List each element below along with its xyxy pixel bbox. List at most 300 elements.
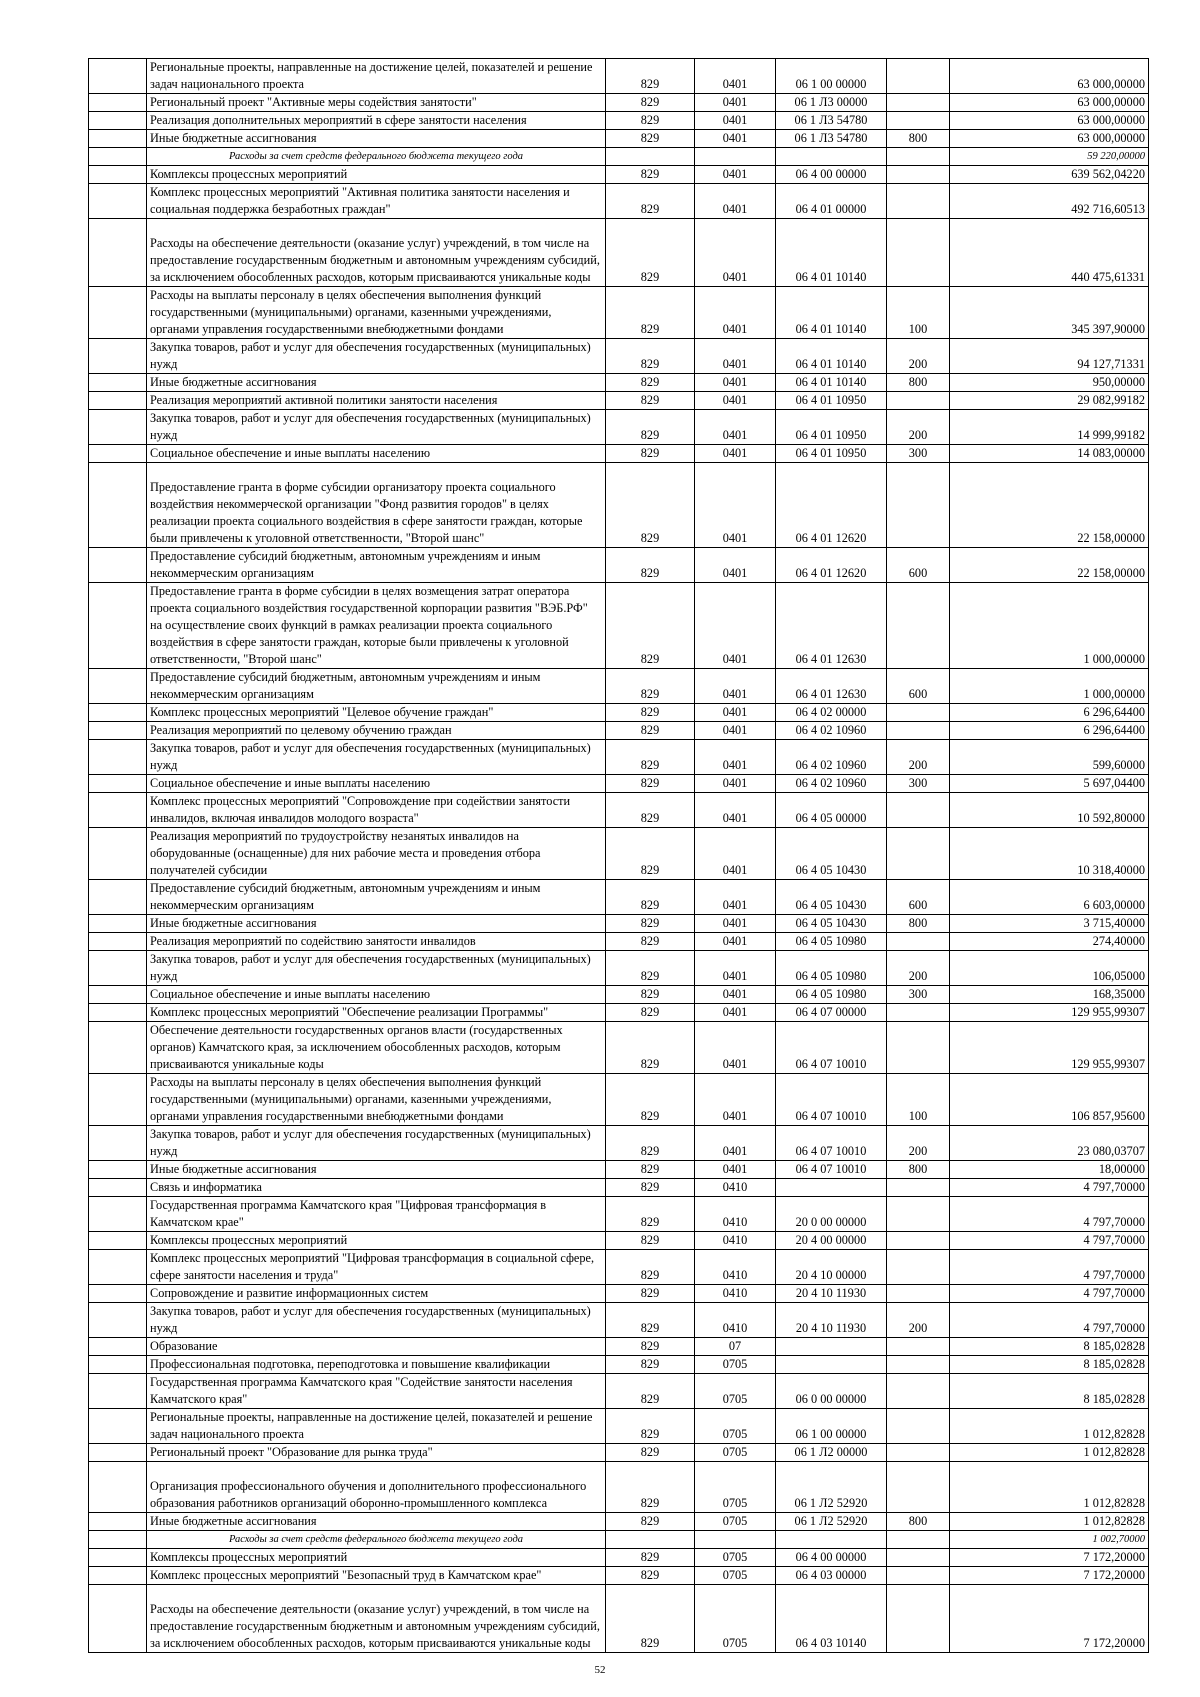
expense-type-cell (887, 1197, 950, 1232)
amount-cell: 63 000,00000 (950, 112, 1149, 130)
amount-cell: 7 172,20000 (950, 1567, 1149, 1585)
grbs-code-cell: 829 (606, 704, 695, 722)
amount-cell: 5 697,04400 (950, 775, 1149, 793)
margin-cell (89, 1444, 147, 1462)
expense-type-cell (887, 1462, 950, 1513)
table-row (89, 287, 1149, 339)
table-row (89, 463, 1149, 548)
amount-cell: 22 158,00000 (950, 548, 1149, 583)
expense-type-cell (887, 828, 950, 880)
amount-cell: 950,00000 (950, 374, 1149, 392)
grbs-code-cell: 829 (606, 287, 695, 339)
table-row (89, 1567, 1149, 1585)
item-name-cell: Государственная программа Камчатского края "Содействие занятости населения Камчатского края" (147, 1374, 606, 1409)
table-row (89, 219, 1149, 287)
item-name-cell: Закупка товаров, работ и услуг для обеспечения государственных (муниципальных) нужд (147, 410, 606, 445)
grbs-code-cell (606, 148, 695, 166)
amount-cell: 59 220,00000 (950, 148, 1149, 166)
table-row (89, 669, 1149, 704)
grbs-code-cell: 829 (606, 1513, 695, 1531)
amount-cell: 168,35000 (950, 986, 1149, 1004)
table-row (89, 828, 1149, 880)
grbs-code-cell: 829 (606, 112, 695, 130)
table-row (89, 722, 1149, 740)
item-name-cell: Реализация мероприятий активной политики занятости населения (147, 392, 606, 410)
target-article-cell: 06 1 Л2 52920 (776, 1462, 887, 1513)
margin-cell (89, 986, 147, 1004)
amount-cell: 8 185,02828 (950, 1338, 1149, 1356)
table-row (89, 1004, 1149, 1022)
table-row (89, 1444, 1149, 1462)
section-code-cell: 0705 (695, 1567, 776, 1585)
margin-cell (89, 951, 147, 986)
section-code-cell: 0401 (695, 94, 776, 112)
margin-cell (89, 1585, 147, 1653)
expense-type-cell (887, 722, 950, 740)
amount-cell: 4 797,70000 (950, 1250, 1149, 1285)
section-code-cell: 0705 (695, 1444, 776, 1462)
target-article-cell: 06 4 07 10010 (776, 1126, 887, 1161)
section-code-cell: 0401 (695, 166, 776, 184)
margin-cell (89, 148, 147, 166)
expense-type-cell (887, 1549, 950, 1567)
target-article-cell: 06 4 05 10980 (776, 933, 887, 951)
grbs-code-cell: 829 (606, 94, 695, 112)
target-article-cell: 20 4 10 11930 (776, 1285, 887, 1303)
table-row (89, 374, 1149, 392)
item-name-cell: Расходы на выплаты персоналу в целях обеспечения выполнения функций государственными (муниципальными) органами, казенными учреждениями, органами управления государственными внебюджетными фондами (147, 1074, 606, 1126)
target-article-cell: 06 4 03 10140 (776, 1585, 887, 1653)
target-article-cell: 06 0 00 00000 (776, 1374, 887, 1409)
section-code-cell: 0401 (695, 951, 776, 986)
expense-type-cell: 200 (887, 951, 950, 986)
item-name-cell: Комплекс процессных мероприятий "Активная политика занятости населения и социальная поддержка безработных граждан" (147, 184, 606, 219)
expense-type-cell: 800 (887, 915, 950, 933)
expense-type-cell: 300 (887, 445, 950, 463)
section-code-cell: 0401 (695, 1161, 776, 1179)
grbs-code-cell: 829 (606, 130, 695, 148)
grbs-code-cell: 829 (606, 463, 695, 548)
section-code-cell: 0401 (695, 828, 776, 880)
budget-table (88, 58, 1149, 1653)
item-name-cell: Региональный проект "Активные меры содействия занятости" (147, 94, 606, 112)
target-article-cell: 06 1 00 00000 (776, 59, 887, 94)
margin-cell (89, 740, 147, 775)
section-code-cell: 0401 (695, 445, 776, 463)
target-article-cell: 06 4 02 10960 (776, 740, 887, 775)
table-row (89, 1303, 1149, 1338)
amount-cell: 63 000,00000 (950, 130, 1149, 148)
item-name-cell: Сопровождение и развитие информационных систем (147, 1285, 606, 1303)
grbs-code-cell: 829 (606, 1585, 695, 1653)
amount-cell: 22 158,00000 (950, 463, 1149, 548)
item-name-cell: Обеспечение деятельности государственных органов власти (государственных органов) Камчатского края, за исключением обособленных расходов, которым присваиваются уникальные коды (147, 1022, 606, 1074)
amount-cell: 129 955,99307 (950, 1022, 1149, 1074)
table-row (89, 339, 1149, 374)
target-article-cell: 06 4 07 10010 (776, 1074, 887, 1126)
target-article-cell: 06 4 00 00000 (776, 166, 887, 184)
target-article-cell: 06 4 01 10140 (776, 219, 887, 287)
section-code-cell: 0410 (695, 1303, 776, 1338)
grbs-code-cell: 829 (606, 1161, 695, 1179)
grbs-code-cell: 829 (606, 1409, 695, 1444)
target-article-cell: 06 4 01 00000 (776, 184, 887, 219)
amount-cell: 599,60000 (950, 740, 1149, 775)
expense-type-cell (887, 704, 950, 722)
item-name-cell: Социальное обеспечение и иные выплаты населению (147, 445, 606, 463)
target-article-cell: 06 4 01 10140 (776, 287, 887, 339)
target-article-cell: 06 1 00 00000 (776, 1409, 887, 1444)
table-row (89, 1513, 1149, 1531)
margin-cell (89, 339, 147, 374)
amount-cell: 639 562,04220 (950, 166, 1149, 184)
amount-cell: 14 083,00000 (950, 445, 1149, 463)
amount-cell: 1 012,82828 (950, 1513, 1149, 1531)
amount-cell: 4 797,70000 (950, 1232, 1149, 1250)
target-article-cell (776, 1338, 887, 1356)
item-name-cell: Закупка товаров, работ и услуг для обеспечения государственных (муниципальных) нужд (147, 1303, 606, 1338)
item-name-cell: Комплексы процессных мероприятий (147, 166, 606, 184)
expense-type-cell: 800 (887, 130, 950, 148)
margin-cell (89, 775, 147, 793)
grbs-code-cell: 829 (606, 1197, 695, 1232)
section-code-cell: 0401 (695, 410, 776, 445)
grbs-code-cell: 829 (606, 1074, 695, 1126)
table-row (89, 59, 1149, 94)
table-row (89, 1285, 1149, 1303)
expense-type-cell: 200 (887, 1126, 950, 1161)
expense-type-cell: 100 (887, 287, 950, 339)
grbs-code-cell: 829 (606, 166, 695, 184)
grbs-code-cell: 829 (606, 793, 695, 828)
expense-type-cell: 600 (887, 548, 950, 583)
section-code-cell: 0401 (695, 339, 776, 374)
table-row (89, 704, 1149, 722)
item-name-cell: Комплексы процессных мероприятий (147, 1549, 606, 1567)
item-name-cell: Иные бюджетные ассигнования (147, 1513, 606, 1531)
item-name-cell: Профессиональная подготовка, переподготовка и повышение квалификации (147, 1356, 606, 1374)
grbs-code-cell: 829 (606, 880, 695, 915)
amount-cell: 492 716,60513 (950, 184, 1149, 219)
table-row (89, 986, 1149, 1004)
grbs-code-cell: 829 (606, 1303, 695, 1338)
section-code-cell: 0401 (695, 392, 776, 410)
table-row (89, 1356, 1149, 1374)
page-number: 52 (594, 1664, 606, 1676)
item-name-cell: Комплекс процессных мероприятий "Сопровождение при содействии занятости инвалидов, включая инвалидов молодого возраста" (147, 793, 606, 828)
amount-cell: 1 012,82828 (950, 1444, 1149, 1462)
margin-cell (89, 1374, 147, 1409)
target-article-cell (776, 1531, 887, 1549)
table-row (89, 1585, 1149, 1653)
grbs-code-cell: 829 (606, 410, 695, 445)
target-article-cell (776, 1356, 887, 1374)
target-article-cell: 20 4 10 00000 (776, 1250, 887, 1285)
table-row (89, 880, 1149, 915)
item-name-cell: Закупка товаров, работ и услуг для обеспечения государственных (муниципальных) нужд (147, 339, 606, 374)
target-article-cell: 20 0 00 00000 (776, 1197, 887, 1232)
expense-type-cell: 800 (887, 374, 950, 392)
table-row (89, 793, 1149, 828)
margin-cell (89, 1356, 147, 1374)
grbs-code-cell: 829 (606, 548, 695, 583)
expense-type-cell (887, 1250, 950, 1285)
margin-cell (89, 1250, 147, 1285)
margin-cell (89, 548, 147, 583)
section-code-cell: 0401 (695, 793, 776, 828)
margin-cell (89, 166, 147, 184)
amount-cell: 7 172,20000 (950, 1585, 1149, 1653)
expense-type-cell (887, 94, 950, 112)
margin-cell (89, 1549, 147, 1567)
section-code-cell: 0705 (695, 1585, 776, 1653)
section-code-cell: 0401 (695, 740, 776, 775)
table-row (89, 1409, 1149, 1444)
table-row (89, 184, 1149, 219)
target-article-cell (776, 1179, 887, 1197)
expense-type-cell: 600 (887, 669, 950, 704)
margin-cell (89, 828, 147, 880)
grbs-code-cell: 829 (606, 1462, 695, 1513)
margin-cell (89, 1303, 147, 1338)
margin-cell (89, 184, 147, 219)
expense-type-cell (887, 1004, 950, 1022)
margin-cell (89, 1126, 147, 1161)
section-code-cell: 0401 (695, 1126, 776, 1161)
target-article-cell: 06 4 01 12620 (776, 463, 887, 548)
item-name-cell: Комплекс процессных мероприятий "Цифровая трансформация в социальной сфере, сфере занятости населения и труда" (147, 1250, 606, 1285)
amount-cell: 129 955,99307 (950, 1004, 1149, 1022)
grbs-code-cell: 829 (606, 1179, 695, 1197)
amount-cell: 6 296,64400 (950, 704, 1149, 722)
target-article-cell: 06 4 07 10010 (776, 1161, 887, 1179)
expense-type-cell: 800 (887, 1161, 950, 1179)
amount-cell: 4 797,70000 (950, 1179, 1149, 1197)
margin-cell (89, 704, 147, 722)
table-row (89, 445, 1149, 463)
target-article-cell: 06 4 01 10950 (776, 392, 887, 410)
margin-cell (89, 583, 147, 669)
expense-type-cell (887, 1179, 950, 1197)
expense-type-cell (887, 219, 950, 287)
item-name-cell: Реализация мероприятий по целевому обучению граждан (147, 722, 606, 740)
item-name-cell: Региональные проекты, направленные на достижение целей, показателей и решение задач национального проекта (147, 59, 606, 94)
item-name-cell: Расходы за счет средств федерального бюджета текущего года (147, 148, 606, 166)
expense-type-cell (887, 112, 950, 130)
margin-cell (89, 392, 147, 410)
expense-type-cell: 100 (887, 1074, 950, 1126)
target-article-cell: 06 1 Л2 52920 (776, 1513, 887, 1531)
item-name-cell: Организация профессионального обучения и дополнительного профессионального образования работников организаций оборонно-промышленного комплекса (147, 1462, 606, 1513)
expense-type-cell: 800 (887, 1513, 950, 1531)
section-code-cell: 0401 (695, 130, 776, 148)
section-code-cell (695, 1531, 776, 1549)
item-name-cell: Комплекс процессных мероприятий "Безопасный труд в Камчатском крае" (147, 1567, 606, 1585)
amount-cell: 8 185,02828 (950, 1356, 1149, 1374)
margin-cell (89, 1409, 147, 1444)
expense-type-cell: 200 (887, 339, 950, 374)
expense-type-cell: 300 (887, 986, 950, 1004)
target-article-cell: 20 4 00 00000 (776, 1232, 887, 1250)
margin-cell (89, 445, 147, 463)
target-article-cell: 06 4 01 12630 (776, 583, 887, 669)
table-row (89, 1022, 1149, 1074)
target-article-cell: 06 4 02 10960 (776, 722, 887, 740)
amount-cell: 4 797,70000 (950, 1285, 1149, 1303)
expense-type-cell (887, 1285, 950, 1303)
table-row (89, 1126, 1149, 1161)
margin-cell (89, 130, 147, 148)
margin-cell (89, 1179, 147, 1197)
grbs-code-cell: 829 (606, 775, 695, 793)
margin-cell (89, 722, 147, 740)
grbs-code-cell: 829 (606, 374, 695, 392)
target-article-cell: 06 4 02 10960 (776, 775, 887, 793)
expense-type-cell (887, 1232, 950, 1250)
margin-cell (89, 1074, 147, 1126)
table-row (89, 410, 1149, 445)
expense-type-cell: 600 (887, 880, 950, 915)
target-article-cell: 06 4 05 10430 (776, 828, 887, 880)
item-name-cell: Предоставление субсидий бюджетным, автономным учреждениям и иным некоммерческим организациям (147, 548, 606, 583)
amount-cell: 1 000,00000 (950, 583, 1149, 669)
grbs-code-cell: 829 (606, 184, 695, 219)
expense-type-cell (887, 392, 950, 410)
section-code-cell: 0401 (695, 880, 776, 915)
target-article-cell: 06 1 Л2 00000 (776, 1444, 887, 1462)
target-article-cell: 06 1 Л3 54780 (776, 130, 887, 148)
table-row (89, 1232, 1149, 1250)
section-code-cell: 0410 (695, 1179, 776, 1197)
expense-type-cell (887, 1585, 950, 1653)
grbs-code-cell: 829 (606, 445, 695, 463)
table-row (89, 166, 1149, 184)
section-code-cell: 0401 (695, 184, 776, 219)
item-name-cell: Социальное обеспечение и иные выплаты населению (147, 775, 606, 793)
item-name-cell: Образование (147, 1338, 606, 1356)
margin-cell (89, 287, 147, 339)
section-code-cell: 0705 (695, 1409, 776, 1444)
section-code-cell: 0410 (695, 1232, 776, 1250)
expense-type-cell (887, 463, 950, 548)
grbs-code-cell: 829 (606, 339, 695, 374)
amount-cell: 10 318,40000 (950, 828, 1149, 880)
item-name-cell: Предоставление субсидий бюджетным, автономным учреждениям и иным некоммерческим организациям (147, 669, 606, 704)
expense-type-cell (887, 1356, 950, 1374)
amount-cell: 7 172,20000 (950, 1549, 1149, 1567)
section-code-cell: 0410 (695, 1285, 776, 1303)
item-name-cell: Предоставление гранта в форме субсидии организатору проекта социального воздействия некоммерческой организации "Фонд развития городов" в целях реализации проекта социального воздействия в сфере занятости граждан, которые были привлечены к уголовной ответственности, "Второй шанс" (147, 463, 606, 548)
expense-type-cell: 200 (887, 1303, 950, 1338)
amount-cell: 6 603,00000 (950, 880, 1149, 915)
amount-cell: 1 012,82828 (950, 1462, 1149, 1513)
grbs-code-cell: 829 (606, 1126, 695, 1161)
section-code-cell: 0705 (695, 1356, 776, 1374)
margin-cell (89, 915, 147, 933)
amount-cell: 106,05000 (950, 951, 1149, 986)
section-code-cell: 0401 (695, 1004, 776, 1022)
section-code-cell: 0410 (695, 1197, 776, 1232)
target-article-cell: 06 4 05 10430 (776, 915, 887, 933)
item-name-cell: Закупка товаров, работ и услуг для обеспечения государственных (муниципальных) нужд (147, 1126, 606, 1161)
item-name-cell: Реализация мероприятий по содействию занятости инвалидов (147, 933, 606, 951)
section-code-cell: 0401 (695, 722, 776, 740)
section-code-cell: 07 (695, 1338, 776, 1356)
grbs-code-cell: 829 (606, 59, 695, 94)
item-name-cell: Иные бюджетные ассигнования (147, 915, 606, 933)
section-code-cell: 0705 (695, 1513, 776, 1531)
section-code-cell: 0410 (695, 1250, 776, 1285)
section-code-cell: 0401 (695, 933, 776, 951)
item-name-cell: Региональные проекты, направленные на достижение целей, показателей и решение задач национального проекта (147, 1409, 606, 1444)
margin-cell (89, 59, 147, 94)
grbs-code-cell: 829 (606, 392, 695, 410)
target-article-cell: 06 4 02 00000 (776, 704, 887, 722)
target-article-cell: 06 4 01 12620 (776, 548, 887, 583)
item-name-cell: Закупка товаров, работ и услуг для обеспечения государственных (муниципальных) нужд (147, 951, 606, 986)
table-row (89, 775, 1149, 793)
target-article-cell: 06 4 05 10430 (776, 880, 887, 915)
item-name-cell: Иные бюджетные ассигнования (147, 374, 606, 392)
amount-cell: 18,00000 (950, 1161, 1149, 1179)
amount-cell: 345 397,90000 (950, 287, 1149, 339)
grbs-code-cell: 829 (606, 933, 695, 951)
target-article-cell: 06 4 00 00000 (776, 1549, 887, 1567)
margin-cell (89, 112, 147, 130)
grbs-code-cell: 829 (606, 1567, 695, 1585)
margin-cell (89, 94, 147, 112)
section-code-cell: 0401 (695, 59, 776, 94)
expense-type-cell (887, 583, 950, 669)
item-name-cell: Предоставление гранта в форме субсидии в целях возмещения затрат оператора проекта социального воздействия государственной корпорации развития "ВЭБ.РФ" на осуществление своих функций в рамках реализации проекта социального воздействия в сфере занятости граждан, которые были привлечены к уголовной ответственности, "Второй шанс" (147, 583, 606, 669)
expense-type-cell (887, 1409, 950, 1444)
target-article-cell: 06 4 07 10010 (776, 1022, 887, 1074)
amount-cell: 4 797,70000 (950, 1303, 1149, 1338)
grbs-code-cell: 829 (606, 1004, 695, 1022)
table-row (89, 1250, 1149, 1285)
amount-cell: 6 296,64400 (950, 722, 1149, 740)
target-article-cell: 06 4 07 00000 (776, 1004, 887, 1022)
amount-cell: 8 185,02828 (950, 1374, 1149, 1409)
section-code-cell: 0401 (695, 583, 776, 669)
table-row (89, 740, 1149, 775)
table-row (89, 148, 1149, 166)
amount-cell: 440 475,61331 (950, 219, 1149, 287)
table-row (89, 933, 1149, 951)
table-row (89, 112, 1149, 130)
amount-cell: 1 012,82828 (950, 1409, 1149, 1444)
margin-cell (89, 374, 147, 392)
expense-type-cell (887, 1022, 950, 1074)
section-code-cell: 0401 (695, 463, 776, 548)
margin-cell (89, 219, 147, 287)
grbs-code-cell: 829 (606, 740, 695, 775)
table-row (89, 1179, 1149, 1197)
item-name-cell: Предоставление субсидий бюджетным, автономным учреждениям и иным некоммерческим организациям (147, 880, 606, 915)
item-name-cell: Комплексы процессных мероприятий (147, 1232, 606, 1250)
margin-cell (89, 933, 147, 951)
table-row (89, 130, 1149, 148)
amount-cell: 63 000,00000 (950, 94, 1149, 112)
expense-type-cell (887, 1374, 950, 1409)
table-row (89, 1161, 1149, 1179)
margin-cell (89, 1232, 147, 1250)
item-name-cell: Расходы на обеспечение деятельности (оказание услуг) учреждений, в том числе на предоставление государственным бюджетным и автономным учреждениям субсидий, за исключением обособленных расходов, которым присваиваются уникальные коды (147, 1585, 606, 1653)
target-article-cell: 06 1 Л3 54780 (776, 112, 887, 130)
grbs-code-cell: 829 (606, 951, 695, 986)
grbs-code-cell: 829 (606, 1549, 695, 1567)
item-name-cell: Реализация мероприятий по трудоустройству незанятых инвалидов на оборудованные (оснащенные) для них рабочие места и проведения отбора получателей субсидии (147, 828, 606, 880)
